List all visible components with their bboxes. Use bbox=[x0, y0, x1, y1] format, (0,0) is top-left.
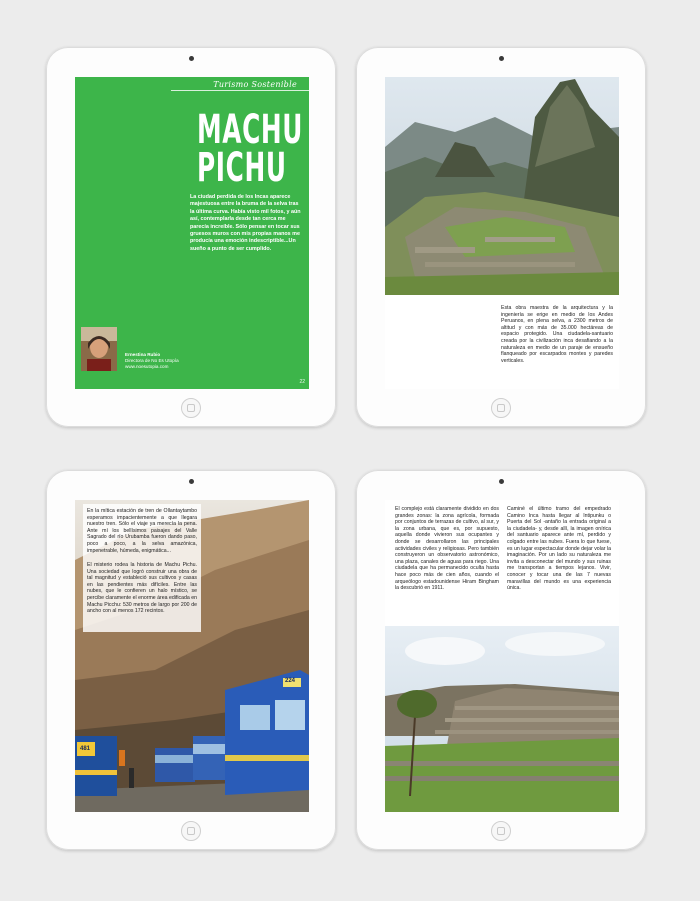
page4-left-column: El complejo está claramente dividido en dos grandes zonas: la zona agrícola, formada por conjuntos de terrazas de cultivo, al sur, y la zona urbana, que es, por supuesto, aquella donde vivieron sus ocupantes y donde se desarrollaron las principales actividades civiles y religiosas. Pero también construyeron un observatorio astronómico, una plaza, canales de aguas para riego. Una ciudadela que ha permanecido oculta hasta hace poco más de cien años, cuando el arqueólogo estadounidense Hiram Bingham la descubrió en 1911. bbox=[395, 506, 499, 592]
tablet-train bbox=[46, 470, 336, 850]
camera-dot bbox=[189, 56, 194, 61]
page2-body: Esta obra maestra de la arquitectura y la ingeniería se erige en medio de los Andes Peruanos, en plena selva, a 2300 metros de altitud y con más de 35.000 hectáreas de espacio protegido. Una ciudadela-santuario creada por la civilización inca desafiando a la naturaleza en medio de un paraje de ensueño flanqueado por escarpados montes y paredes verticales. bbox=[501, 305, 613, 364]
cover-screen bbox=[75, 77, 309, 389]
page-title bbox=[197, 107, 304, 191]
title-line-2: PICHU bbox=[197, 145, 287, 191]
home-button[interactable] bbox=[491, 821, 511, 841]
author-role: Directora de No Es Utopía bbox=[125, 358, 179, 363]
tablet-machu-picchu bbox=[356, 47, 646, 427]
camera-dot bbox=[189, 479, 194, 484]
home-button[interactable] bbox=[181, 398, 201, 418]
train-number-481: 481 bbox=[80, 746, 91, 752]
brand-label: Turismo Sostenible bbox=[213, 80, 297, 89]
author-block bbox=[125, 352, 179, 370]
machu-picchu-photo bbox=[385, 77, 619, 295]
page-number: 22 bbox=[299, 379, 305, 385]
train-number-224: 224 bbox=[285, 678, 296, 684]
home-button[interactable] bbox=[181, 821, 201, 841]
page2-screen bbox=[385, 77, 619, 389]
page3-screen bbox=[75, 500, 309, 812]
title-line-1: MACHU bbox=[197, 107, 304, 153]
home-button[interactable] bbox=[491, 398, 511, 418]
camera-dot bbox=[499, 479, 504, 484]
page3-paragraph-2: El misterio rodea la historia de Machu Pichu. Una sociedad que logró construir una obra de tal magnitud y estableció sus cultivos y casas en las pendientes más difíciles. Entre las nubes, que le confieren un halo místico, se percibe claramente el enorme área edificada en Machu Picchu: 530 metros de largo por 200 de ancho con al menos 172 recintos. bbox=[87, 562, 197, 615]
intro-text: La ciudad perdida de los Incas aparece majestuosa entre la bruma de la selva tras la última curva. Había visto mil fotos, y aún así, contemplarla desde tan cerca me parecía increíble. Sólo pensar en tocar sus gruesos muros con mis propias manos me producía una emoción indescriptible...Un sueño a punto de ser cumplido. bbox=[190, 194, 301, 252]
camera-dot bbox=[499, 56, 504, 61]
page4-right-column: Caminé el último tramo del empedrado Camino Inca hasta llegar al Intipunku o Puerta del Sol -antaño la entrada original a la ciudadela- y, desde allí, la imagen onírica del santuario aparece ante mí, perdido y colgado entre las nubes. Fuera lo que fuese, es un lugar espectacular donde dejar volar la imaginación. Por un lado su naturaleza me invita a desconectar del mundo y sus ruinas me transportan a tiempos lejanos. Vivir, conocer y tocar una de las 7 nuevas maravillas del mundo es una experiencia única. bbox=[507, 506, 611, 592]
tablet-cover bbox=[46, 47, 336, 427]
tablet-ruins bbox=[356, 470, 646, 850]
author-name: Ernestina Rubio bbox=[125, 352, 161, 357]
page3-paragraph-1: En la mítica estación de tren de Ollantaytambo esperamos impacientemente a que llegara nuestro tren. Sólo el viaje ya merecía la pena. Ante mí los bellísimos paisajes del Valle Sagrado del río Urubamba fueron dando paso, poco a poco, a la selva amazónica, impenetrable, húmeda, enigmática... bbox=[87, 508, 197, 554]
author-site[interactable]: www.noesutopia.com bbox=[125, 364, 169, 369]
ruins-photo bbox=[385, 626, 619, 812]
page4-screen bbox=[385, 500, 619, 812]
brand-divider bbox=[171, 90, 309, 91]
author-photo bbox=[81, 327, 117, 371]
